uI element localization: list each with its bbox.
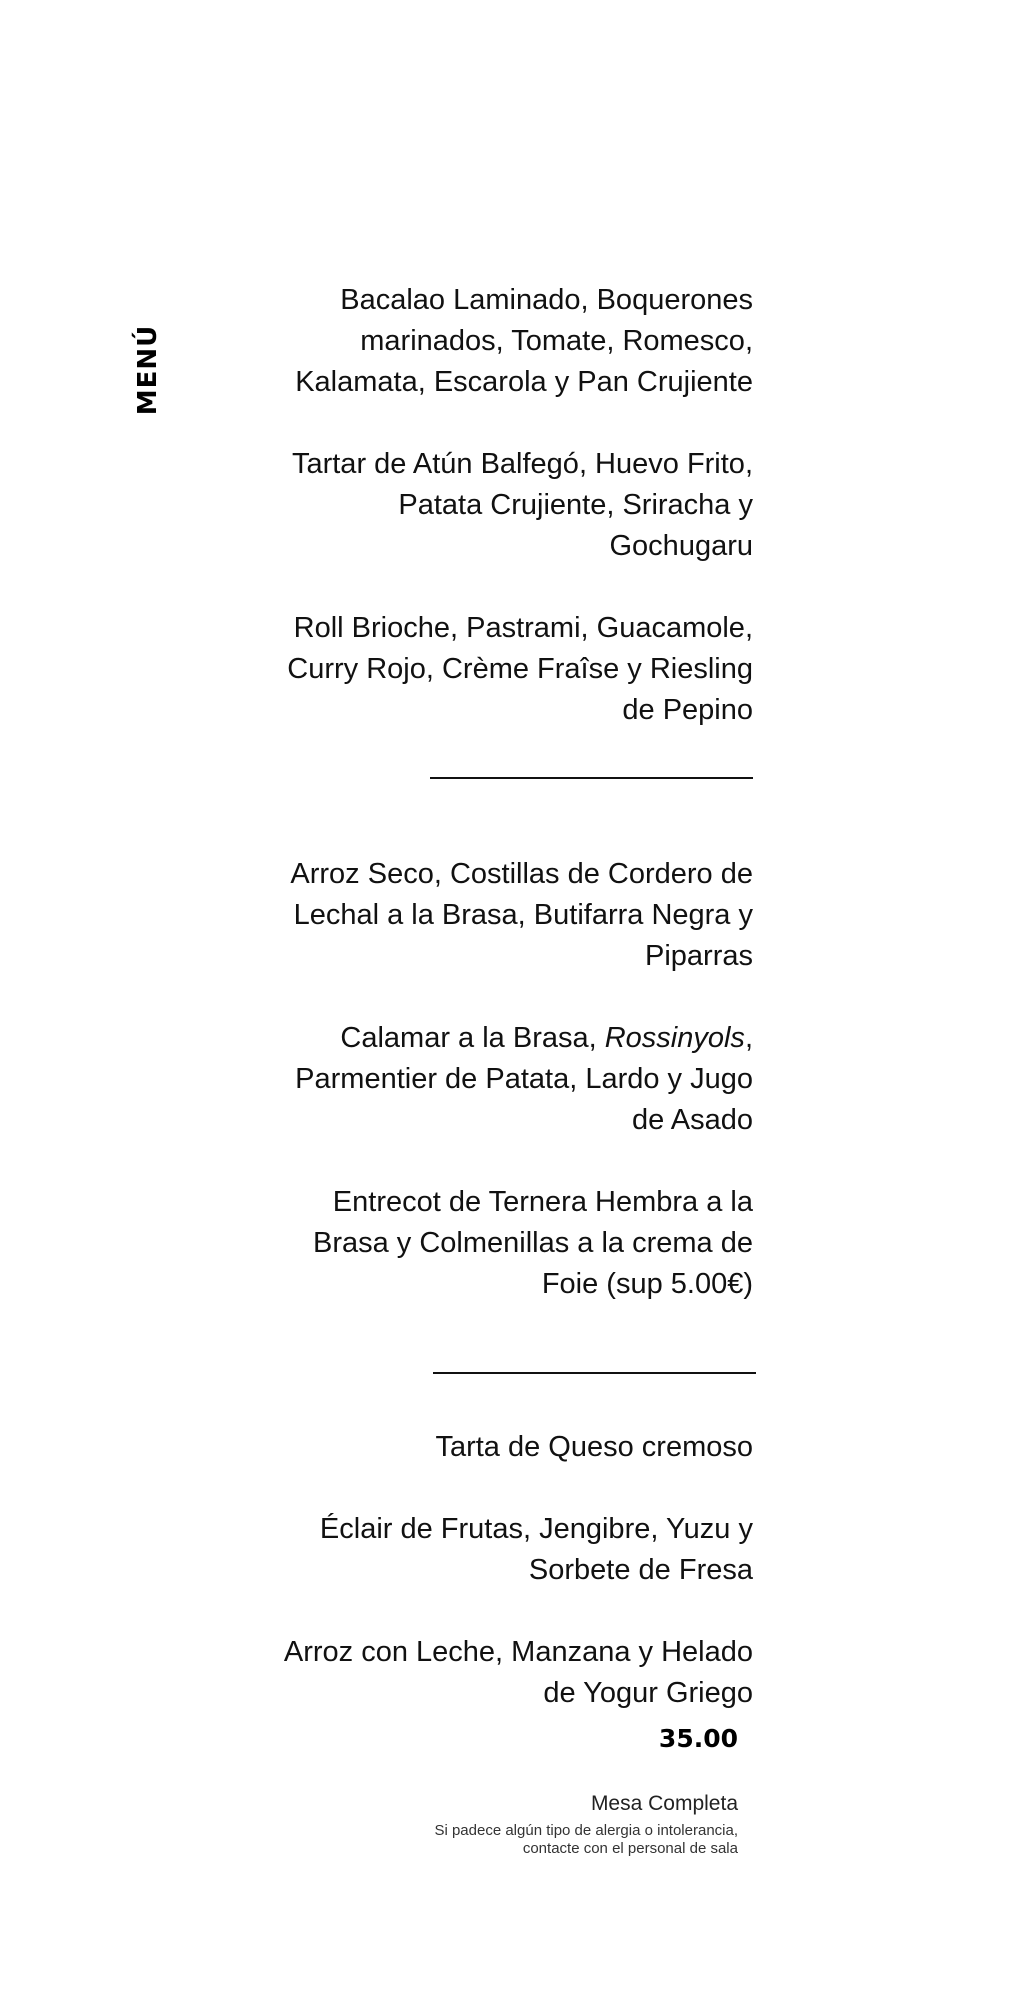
dish-line: marinados, Tomate, Romesco, [360,325,753,357]
dish-eclair [233,1509,753,1591]
dish-line: Gochugaru [609,530,753,562]
section-divider [430,777,753,779]
dish-bacalao [233,280,753,403]
dish-line: Arroz Seco, Costillas de Cordero de [290,858,753,890]
dish-line: Parmentier de Patata, Lardo y Jugo [295,1063,753,1095]
dish-line: Curry Rojo, Crème Fraîse y Riesling [287,653,753,685]
dish-line-italic: Rossinyols [604,1022,745,1054]
dish-line: Roll Brioche, Pastrami, Guacamole, [293,612,753,644]
dish-line: Sorbete de Fresa [528,1554,753,1586]
dish-line: Foie (sup 5.00€) [541,1268,753,1300]
dish-arroz-leche [233,1632,753,1714]
dish-line: Patata Crujiente, Sriracha y [398,489,753,521]
dish-line: Bacalao Laminado, Boquerones [340,284,753,316]
dish-roll-brioche [233,608,753,731]
dish-line: Lechal a la Brasa, Butifarra Negra y [293,899,753,931]
dish-line: de Asado [632,1104,753,1136]
dish-calamar [233,1018,753,1141]
menu-title: MENÚ [133,324,163,416]
dish-line: de Yogur Griego [543,1677,753,1709]
allergy-notice [338,1822,738,1858]
allergy-line: Si padece algún tipo de alergia o intolerancia, [434,1822,738,1839]
menu-price: 35.00 [658,1724,738,1753]
dish-line: Entrecot de Ternera Hembra a la [332,1186,753,1218]
dish-line: Tartar de Atún Balfegó, Huevo Frito, [291,448,753,480]
dish-line: Calamar a la Brasa, [340,1022,605,1054]
price-note: Mesa Completa [590,1792,738,1815]
dish-line: Piparras [645,940,753,972]
dish-line: Kalamata, Escarola y Pan Crujiente [295,366,753,398]
dish-tartar [233,444,753,567]
dish-line: , [744,1022,753,1054]
dish-tarta-queso [233,1427,753,1468]
dish-line: Arroz con Leche, Manzana y Helado [283,1636,753,1668]
dish-line: Brasa y Colmenillas a la crema de [312,1227,753,1259]
dish-arroz-seco [233,854,753,977]
section-divider [433,1372,756,1374]
dish-line: Éclair de Frutas, Jengibre, Yuzu y [319,1513,753,1545]
dish-entrecot [233,1182,753,1305]
dish-line: de Pepino [622,694,753,726]
allergy-line: contacte con el personal de sala [522,1840,738,1857]
dish-line: Tarta de Queso cremoso [435,1431,753,1463]
